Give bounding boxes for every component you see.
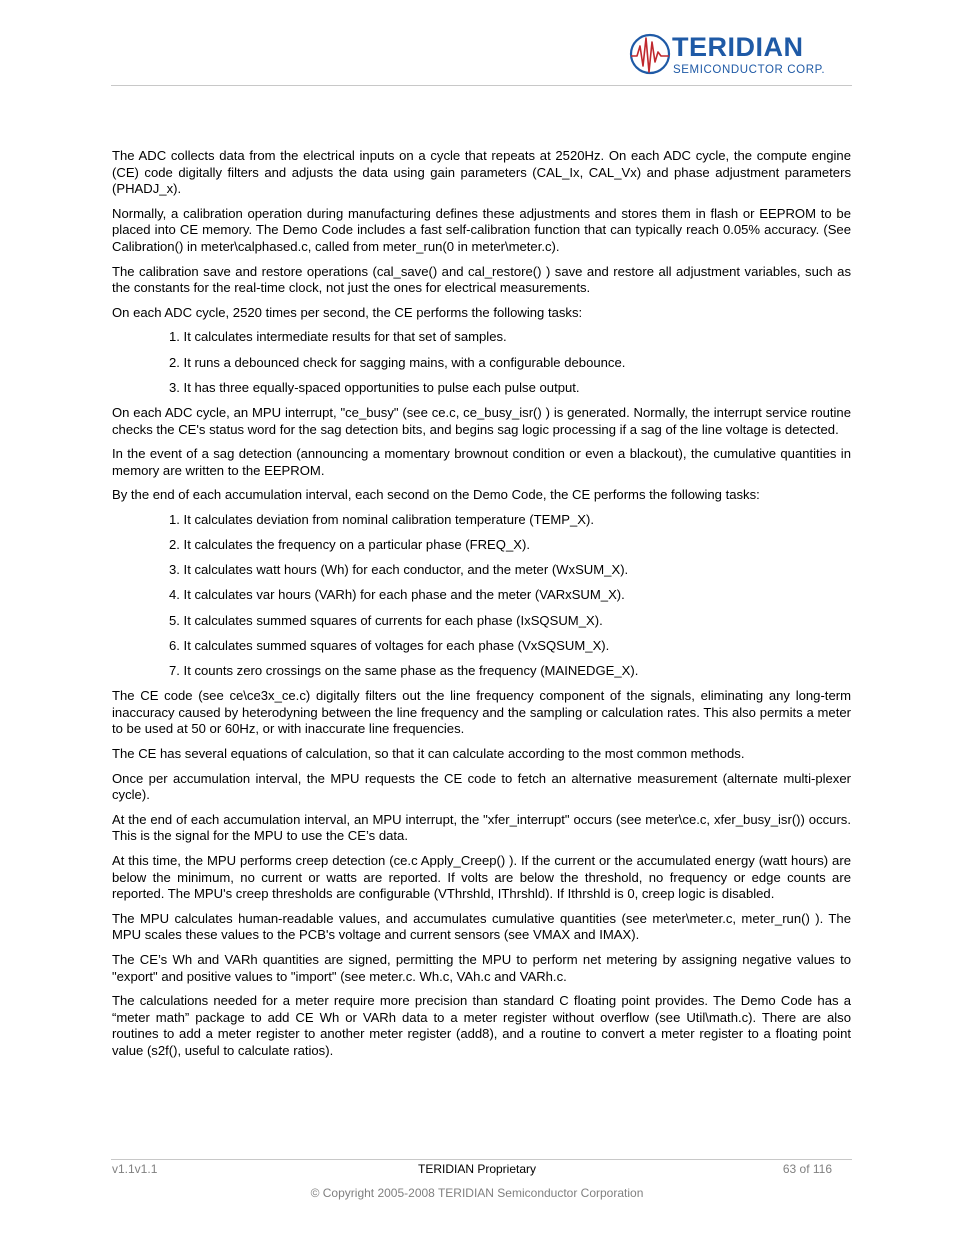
paragraph: On each ADC cycle, 2520 times per second, the CE performs the following tasks: [112,304,583,320]
paragraph: At the end of each accumulation interval, an MPU interrupt, the "xfer_interrupt" occurs (see meter\ce.c, xfer_busy_isr()) occurs. This is the signal for the MPU to use the CE’s data. [112,811,851,844]
list-item: 6. It calculates summed squares of voltages for each phase (VxSQSUM_X). [169,637,610,653]
paragraph: The MPU calculates human-readable values, and accumulates cumulative quantities (see meter\meter.c, meter_run() ). The MPU scales these values to the PCB's voltage and current sensors (see VMAX and IMAX). [112,910,851,943]
footer-page-number: 63 of 116 [782,1162,832,1176]
paragraph: The CE has several equations of calculation, so that it can calculate according to the most common methods. [112,745,745,761]
paragraph: The CE’s Wh and VARh quantities are signed, permitting the MPU to perform net metering by assigning negative values to "export" and positive values to "import" (see meter.c. Wh.c, VAh.c and VARh.c. [112,951,851,984]
paragraph: The ADC collects data from the electrical inputs on a cycle that repeats at 2520Hz. On each ADC cycle, the compute engine (CE) code digitally filters and adjusts the data using gain parameters (CAL_Ix, CAL_Vx) and phase adjustment parameters (PHADJ_x). [112,148,851,197]
paragraph: The calculations needed for a meter require more precision than standard C floating point provides. The Demo Code has a “meter math” package to add CE Wh or VARh data to a meter register without overflow (see Util\math.c). There are also routines to add a meter register to another meter register (add8), and a routine to convert a meter register to a floating point value (s2f(), useful to calculate ratios). [112,993,851,1058]
list-item: 3. It calculates watt hours (Wh) for each conductor, and the meter (WxSUM_X). [169,562,629,578]
list-item: 4. It calculates var hours (VARh) for each phase and the meter (VARxSUM_X). [169,587,625,603]
footer-proprietary: TERIDIAN Proprietary [417,1162,537,1176]
footer-version: v1.1v1.1 [112,1162,158,1176]
list-item: 7. It counts zero crossings on the same phase as the frequency (MAINEDGE_X). [169,663,639,678]
paragraph: The calibration save and restore operations (cal_save() and cal_restore() ) save and restore all adjustment variables, such as the constants for the real-time clock, not just the ones for electrical measurements. [112,263,851,296]
list-item: 3. It has three equally-spaced opportunities to pulse each pulse output. [169,379,580,395]
logo-name: TERIDIAN [672,32,804,62]
footer-rule [111,1159,852,1160]
logo-waveform-icon [628,32,672,76]
paragraph: On each ADC cycle, an MPU interrupt, "ce_busy" (see ce.c, ce_busy_isr() ) is generated. Normally, the interrupt service routine checks the CE's status word for the sag detection bits, and begins sag logic processing if a sag of the line voltage is detected. [112,404,851,437]
footer-copyright: © Copyright 2005-2008 TERIDIAN Semiconductor Corporation [310,1186,644,1200]
paragraph: Once per accumulation interval, the MPU requests the CE code to fetch an alternative measurement (alternate multi-plexer cycle). [112,770,851,803]
accumulation-task-list [112,512,851,680]
list-item: 2. It runs a debounced check for sagging mains, with a configurable debounce. [169,354,626,370]
logo-subtitle: SEMICONDUCTOR CORP. [673,64,826,76]
paragraph: By the end of each accumulation interval, each second on the Demo Code, the CE performs the following tasks: [112,487,760,503]
paragraph: The CE code (see ce\ce3x_ce.c) digitally filters out the line frequency component of the signals, eliminating any long-term inaccuracy caused by heterodyning between the line frequency and the sampling or calculation rates. This also permits a meter to be used at 50 or 60Hz, or with inaccurate line frequencies. [112,688,851,737]
paragraph: Normally, a calibration operation during manufacturing defines these adjustments and stores them in flash or EEPROM to be placed into CE memory. The Demo Code includes a fast self-calibration function that can typically reach 0.05% accuracy. (See Calibration() in meter\calphased.c, called from meter_run(0 in meter\meter.c). [112,205,851,254]
company-logo [628,30,833,82]
document-body [112,148,851,1067]
header-rule [111,85,852,86]
list-item: 2. It calculates the frequency on a particular phase (FREQ_X). [169,537,530,553]
paragraph: At this time, the MPU performs creep detection (ce.c Apply_Creep() ). If the current or the accumulated energy (watt hours) are below the minimum, no current or watts are reported. If volts are below the threshold, no frequency or edge counts are reported. The MPU's creep thresholds are configurable (VThrshld, IThrshld). If Ithrshld is 0, creep logic is disabled. [112,852,851,902]
paragraph: In the event of a sag detection (announcing a momentary brownout condition or even a blackout), the cumulative quantities in memory are written to the EEPROM. [112,446,851,478]
adc-task-list [112,329,851,396]
list-item: 1. It calculates deviation from nominal calibration temperature (TEMP_X). [169,511,595,527]
list-item: 5. It calculates summed squares of currents for each phase (IxSQSUM_X). [169,612,603,628]
list-item: 1. It calculates intermediate results for that set of samples. [169,329,507,345]
